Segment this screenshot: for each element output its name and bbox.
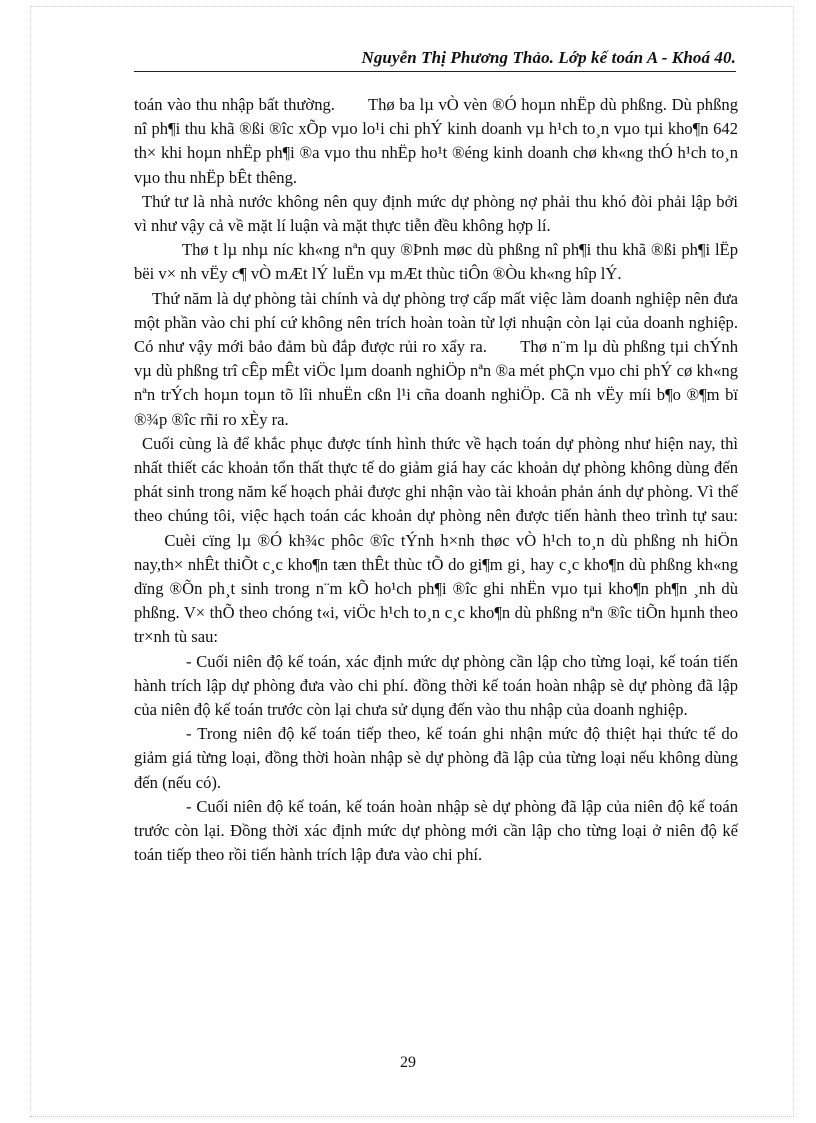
paragraph-4-text: Thứ năm là dự phòng tài chính và dự phòng trợ cấp mất việc làm doanh nghiệp nên đưa một phần vào chi phí cứ không nên trích hoàn toàn từ lợi nhuận còn lại của doanh nghiệp. Có như vậy mới bảo đảm bù đắp được rủi ro xẩy ra. xyxy=(134,288,738,357)
paragraph-3 xyxy=(134,238,738,286)
paragraph-1-legacy-text: Thø ba lµ vÒ vèn ®Ó hoµn nhËp dù phßng. Dù phßng nî ph¶i thu khã ®ßi ®îc xÕp vµo lo¹i chi phÝ kinh doanh vµ h¹ch to¸n vµo tµi kho¶n 642 th× khi hoµn nhËp ph¶i ®a vµo thu nhËp ho¹t ®éng kinh doanh chø kh«ng thÓ h¹ch to¸n vµo thu nhËp bÊt thêng. xyxy=(134,95,738,187)
page-border-bottom xyxy=(30,1116,794,1117)
paragraph-4-legacy-text: Thø n¨m lµ dù phßng tµi chÝnh vµ dù phßng trî cÊp mÊt viÖc lµm doanh nghiÖp nªn ®a mét phÇn vµo chi phÝ cø kh«ng nªn trÝch hoµn toµn tõ lîi nhuËn cßn l¹i cña doanh nghiÖp. Cã nh vËy míi b¶o ®¶m bï ®¾p ®îc rñi ro xÈy ra. xyxy=(134,337,738,429)
running-header: Nguyễn Thị Phương Thảo. Lớp kế toán A - Khoá 40. xyxy=(361,48,736,67)
list-item-1: - Cuối niên độ kế toán, xác định mức dự phòng cần lập cho từng loại, kế toán tiến hành trích lập dự phòng đưa vào chi phí. đồng thời kế toán hoàn nhập sè dự phòng đã lập của niên độ kế toán trước còn lại chưa sử dụng đến vào thu nhập của doanh nghiệp. xyxy=(134,651,738,720)
header-rule xyxy=(134,71,736,72)
paragraph-1-text: toán vào thu nhập bất thường. xyxy=(134,95,335,114)
page-number: 29 xyxy=(400,1054,416,1071)
paragraph-1 xyxy=(134,93,738,190)
list-item-2: - Trong niên độ kế toán tiếp theo, kế toán ghi nhận mức độ thiệt hại thức tế do giảm giá từng loại, đồng thời hoàn nhập sè dự phòng đã lập của từng loại nếu không dùng đến (nếu có). xyxy=(134,724,738,792)
paragraph-5 xyxy=(134,432,738,650)
paragraph-5-text: Cuối cùng là để khắc phục được tính hình thức về hạch toán dự phòng như hiện nay, thì nhất thiết các khoản tổn thất thực tế do giảm giá hay các khoản dự phòng không dùng đến phát sinh trong năm kế hoạch phải được ghi nhận vào tài khoản phản ánh dự phòng. Vì thế theo chúng tôi, việc hạch toán các khoản dự phòng nên được tiến hành theo trình tự sau: xyxy=(134,433,738,526)
paragraph-2 xyxy=(134,190,738,238)
paragraph-2-text: Thứ tư là nhà nước không nên quy định mức dự phòng nợ phải thu khó đòi phải lập bởi vì như vậy cả về mặt lí luận và mặt thực tiễn đều không hợp lí. xyxy=(134,191,738,236)
page-border-right xyxy=(793,6,794,1116)
list-item-3: - Cuối niên độ kế toán, kế toán hoàn nhập sè dự phòng đã lập của niên độ kế toán trước còn lại. Đồng thời xác định mức dự phòng mới cần lập cho từng loại ở niên độ kế toán tiếp theo rồi tiến hành trích lập đưa vào chi phí. xyxy=(134,796,738,865)
document-body xyxy=(134,93,738,868)
paragraph-4 xyxy=(134,287,738,432)
page-border-top xyxy=(30,6,794,7)
page-border-left xyxy=(30,6,31,1116)
paragraph-3-legacy-text: Thø t lµ nhµ níc kh«ng nªn quy ®Þnh møc dù phßng nî ph¶i thu khã ®ßi ph¶i lËp bëi v× nh vËy c¶ vÒ mÆt lÝ luËn vµ mÆt thùc tiÔn ®Òu kh«ng hîp lÝ. xyxy=(134,240,738,284)
paragraph-5-legacy-text: Cuèi cïng lµ ®Ó kh¾c phôc ®îc tÝnh h×nh thøc vÒ h¹ch to¸n dù phßng nh hiÖn nay,th× nhÊt thiÕt c¸c kho¶n tæn thÊt thùc tÕ do gi¶m gi¸ hay c¸c kho¶n dù phßng kh«ng dïng ®Õn ph¸t sinh trong n¨m kÕ ho¹ch ph¶i ®îc ghi nhËn vµo tµi kho¶n ph¶n ¸nh dù phßng. V× thÕ theo chóng t«i, viÖc h¹ch to¸n c¸c kho¶n dù phßng nªn ®îc tiÕn hµnh theo tr×nh tù sau: xyxy=(134,530,738,647)
